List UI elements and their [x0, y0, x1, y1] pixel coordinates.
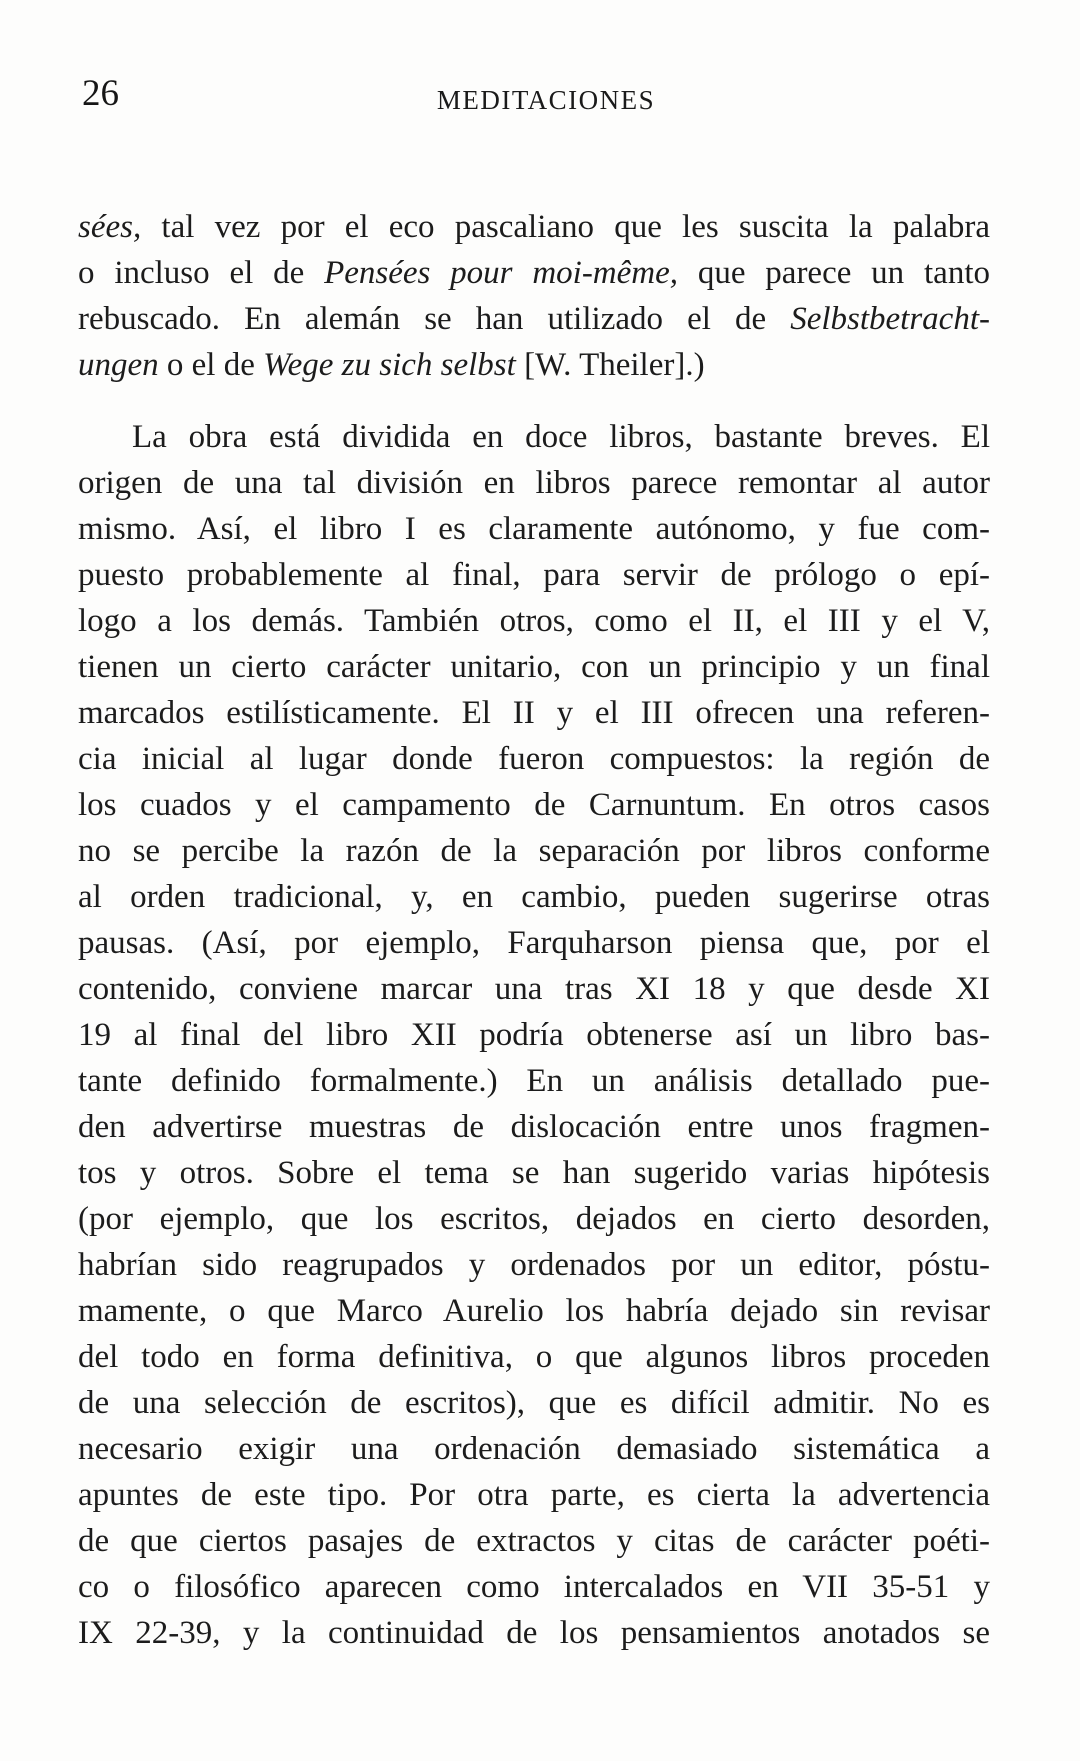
text-run: necesario exigir una ordenación demasiado sistemática a [78, 1431, 990, 1467]
text-run: del todo en forma definitiva, o que algunos libros proceden [78, 1339, 990, 1375]
text-run: marcados estilísticamente. El II y el III ofrecen una referen- [78, 695, 990, 731]
text-run: (por ejemplo, que los escritos, dejados en cierto desorden, [78, 1201, 990, 1237]
text-run: 19 al final del libro XII podría obtenerse así un libro bas- [78, 1017, 990, 1053]
text-run: rebuscado. En alemán se han utilizado el de [78, 301, 791, 337]
text-run: no se percibe la razón de la separación por libros conforme [78, 833, 990, 869]
text-line [78, 506, 990, 552]
italic-text-run: sées, [78, 209, 142, 245]
text-run: co o filosófico aparecen como intercalados en VII 35-51 y [78, 1569, 990, 1605]
text-run: logo a los demás. También otros, como el II, el III y el V, [78, 603, 990, 639]
text-run: tos y otros. Sobre el tema se han sugerido varias hipótesis [78, 1155, 990, 1191]
text-line [78, 966, 990, 1012]
italic-text-run: ungen [78, 347, 159, 383]
text-line [78, 204, 990, 250]
text-run: contenido, conviene marcar una tras XI 18 y que desde XI [78, 971, 990, 1007]
text-line [78, 296, 990, 342]
italic-text-run: Selbstbetracht- [790, 301, 990, 337]
text-line [78, 1196, 990, 1242]
text-line [78, 828, 990, 874]
text-run: apuntes de este tipo. Por otra parte, es cierta la advertencia [78, 1477, 990, 1513]
text-line [78, 874, 990, 920]
text-line [78, 1334, 990, 1380]
text-run: tienen un cierto carácter unitario, con un principio y un final [78, 649, 990, 685]
text-line [78, 1518, 990, 1564]
text-line [78, 644, 990, 690]
text-line [78, 342, 990, 388]
text-line [78, 736, 990, 782]
text-line [78, 460, 990, 506]
text-run: de una selección de escritos), que es difícil admitir. No es [78, 1385, 990, 1421]
text-line [78, 1426, 990, 1472]
text-run: [W. Theiler].) [515, 347, 705, 383]
text-run: al orden tradicional, y, en cambio, pueden sugerirse otras [78, 879, 990, 915]
text-line [78, 920, 990, 966]
text-run: tante definido formalmente.) En un análisis detallado pue- [78, 1063, 990, 1099]
text-run: o el de [158, 347, 264, 383]
text-run: den advertirse muestras de dislocación entre unos fragmen- [78, 1109, 990, 1145]
text-run: que parece un tanto [678, 255, 990, 291]
text-line [78, 250, 990, 296]
text-line [78, 1610, 990, 1656]
paragraph [78, 204, 990, 388]
running-title: MEDITACIONES [436, 85, 656, 115]
text-line [78, 690, 990, 736]
text-line [78, 414, 990, 460]
text-run: los cuados y el campamento de Carnuntum. En otros casos [78, 787, 990, 823]
text-run: cia inicial al lugar donde fueron compuestos: la región de [78, 741, 990, 777]
text-run: origen de una tal división en libros parece remontar al autor [78, 465, 990, 501]
italic-text-run: Wege zu sich selbst [263, 347, 516, 383]
text-line [78, 1564, 990, 1610]
body-text [78, 204, 990, 1656]
text-run: mamente, o que Marco Aurelio los habría dejado sin revisar [78, 1293, 990, 1329]
text-run: tal vez por el eco pascaliano que les suscita la palabra [141, 209, 990, 245]
text-line [78, 1288, 990, 1334]
text-run: mismo. Así, el libro I es claramente autónomo, y fue com- [78, 511, 990, 547]
text-line [78, 552, 990, 598]
text-run: de que ciertos pasajes de extractos y citas de carácter poéti- [78, 1523, 990, 1559]
text-line [78, 1472, 990, 1518]
text-line [78, 598, 990, 644]
text-line [78, 1242, 990, 1288]
text-run: IX 22-39, y la continuidad de los pensamientos anotados se [78, 1615, 990, 1651]
text-line [78, 1012, 990, 1058]
page-number: 26 [82, 73, 119, 114]
text-run: pausas. (Así, por ejemplo, Farquharson piensa que, por el [78, 925, 990, 961]
text-run: La obra está dividida en doce libros, bastante breves. El [132, 419, 990, 455]
italic-text-run: Pensées pour moi-même, [324, 255, 679, 291]
text-line [78, 1380, 990, 1426]
text-run: o incluso el de [78, 255, 325, 291]
text-line [78, 782, 990, 828]
text-line [78, 1104, 990, 1150]
text-run: habrían sido reagrupados y ordenados por un editor, póstu- [78, 1247, 990, 1283]
text-line [78, 1058, 990, 1104]
text-run: puesto probablemente al final, para servir de prólogo o epí- [78, 557, 990, 593]
paragraph [78, 414, 990, 1656]
text-line [78, 1150, 990, 1196]
